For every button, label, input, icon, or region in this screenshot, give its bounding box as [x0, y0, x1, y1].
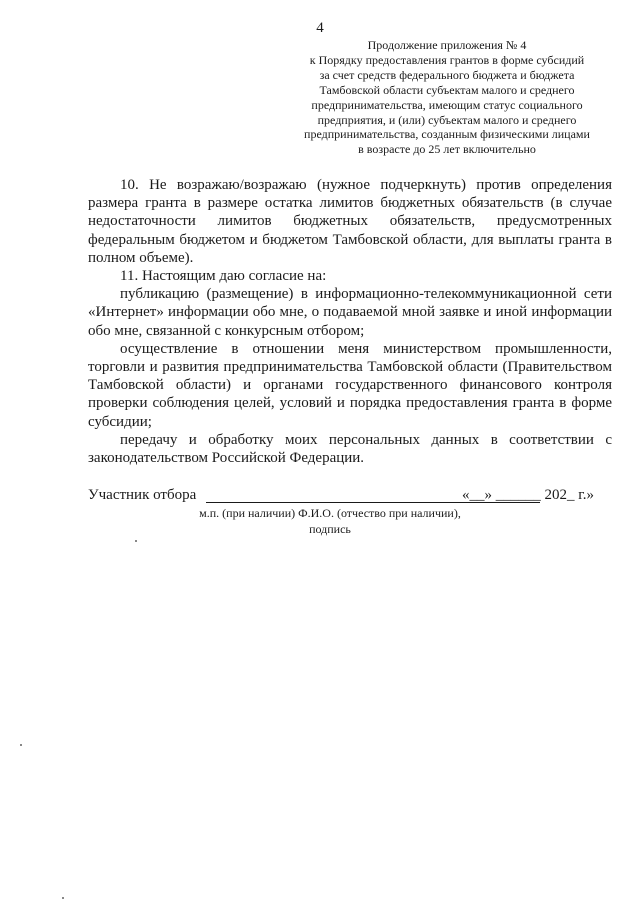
header-line: предприятия, и (или) субъектам малого и среднего	[317, 112, 577, 127]
header-line: в возрасте до 25 лет включительно	[358, 142, 536, 157]
signature-caption-line: м.п. (при наличии) Ф.И.О. (отчество при наличии),	[199, 506, 461, 520]
signature-label: Участник отбора	[88, 487, 197, 503]
scan-dot	[62, 897, 64, 899]
paragraph-11-intro: 11. Настоящим даю согласие на:	[120, 268, 327, 285]
header-line: за счет средств федерального бюджета и бюджета	[319, 67, 575, 82]
header-line: к Порядку предоставления грантов в форме субсидий	[309, 52, 585, 67]
signature-date: «__» ______ 202_ г.»	[462, 487, 594, 503]
header-line: Продолжение приложения № 4	[367, 38, 527, 52]
signature-caption	[0, 505, 640, 537]
page-number: 4	[316, 20, 324, 36]
consent-verification: осуществление в отношении меня министерством промышленности, торговли и развития предпринимательства Тамбовской области (Правительством Тамбовской области) и органами государственного финансового контроля проверки соблюдения целей, условий и порядка предоставления гранта в форме субсидии;	[88, 340, 612, 430]
paragraph-10: 10. Не возражаю/возражаю (нужное подчеркнуть) против определения размера гранта в размере остатка лимитов бюджетных обязательств (в случае недостаточности лимитов бюджетных обязательств, предусмотренных федеральным бюджетом и бюджетом Тамбовской области, для выплаты гранта в полном объеме).	[88, 177, 612, 266]
appendix-header	[282, 38, 612, 157]
signature-caption-line: подпись	[309, 522, 351, 536]
document-body	[88, 176, 612, 467]
consent-personal-data: передачу и обработку моих персональных данных в соответствии с законодательством Российской Федерации.	[88, 431, 612, 467]
header-line: предпринимательства, созданным физическими лицами	[304, 127, 590, 142]
scan-dot	[135, 540, 137, 542]
header-line: предпринимательства, имеющим статус социального	[311, 97, 583, 112]
header-line: Тамбовской области субъектам малого и среднего	[319, 82, 575, 97]
scan-dot	[20, 744, 22, 746]
consent-publication: публикацию (размещение) в информационно-телекоммуникационной сети «Интернет» информации обо мне, о подаваемой мной заявке и иной информации обо мне, связанной с конкурсным отбором;	[88, 286, 612, 339]
